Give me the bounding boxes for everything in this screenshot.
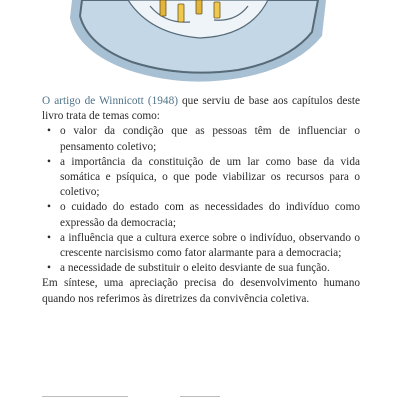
winnicott-highlight: O artigo de Winnicott (1948) xyxy=(42,95,178,107)
topic-text: a importância da constituição de um lar como base da vida somática e psíquica, o que pode viabilizar os recursos para o coletivo; xyxy=(60,155,360,199)
crowd-illustration xyxy=(0,0,400,90)
topic-text: o valor da condição que as pessoas têm de influenciar o pensamento coletivo; xyxy=(60,125,360,153)
bullet-icon: • xyxy=(47,201,51,214)
topics-list xyxy=(42,124,360,276)
bullet-icon: • xyxy=(47,231,51,244)
intro-paragraph xyxy=(42,94,360,124)
topic-text: a influência que a cultura exerce sobre o indivíduo, observando o crescente narcisismo como fator alarmante para a democracia; xyxy=(60,231,360,260)
bullet-icon: • xyxy=(47,125,51,138)
topic-item xyxy=(42,200,360,230)
summary-paragraph: Em síntese, uma apreciação precisa do desenvolvimento humano quando nos referimos às diretrizes da convivência coletiva. xyxy=(42,277,360,305)
bullet-icon: • xyxy=(47,155,51,168)
candle-icon xyxy=(214,2,220,18)
topic-text: o cuidado do estado com as necessidades do indivíduo como expressão da democracia; xyxy=(60,201,360,229)
candle-icon xyxy=(160,0,166,16)
article-body xyxy=(42,94,360,307)
footer-rule-left xyxy=(42,396,128,397)
intro-text: que serviu de base aos capítulos deste livro trata de temas como: xyxy=(42,95,360,123)
bullet-icon: • xyxy=(47,262,51,275)
candle-icon xyxy=(196,0,202,14)
topic-item xyxy=(42,155,360,201)
topic-item xyxy=(42,231,360,261)
footer-rule-right xyxy=(180,396,220,397)
topic-item xyxy=(42,124,360,154)
topic-item xyxy=(42,261,360,276)
candle-icon xyxy=(178,4,184,22)
topic-text: a necessidade de substituir o eleito desviante de sua função. xyxy=(60,262,330,275)
